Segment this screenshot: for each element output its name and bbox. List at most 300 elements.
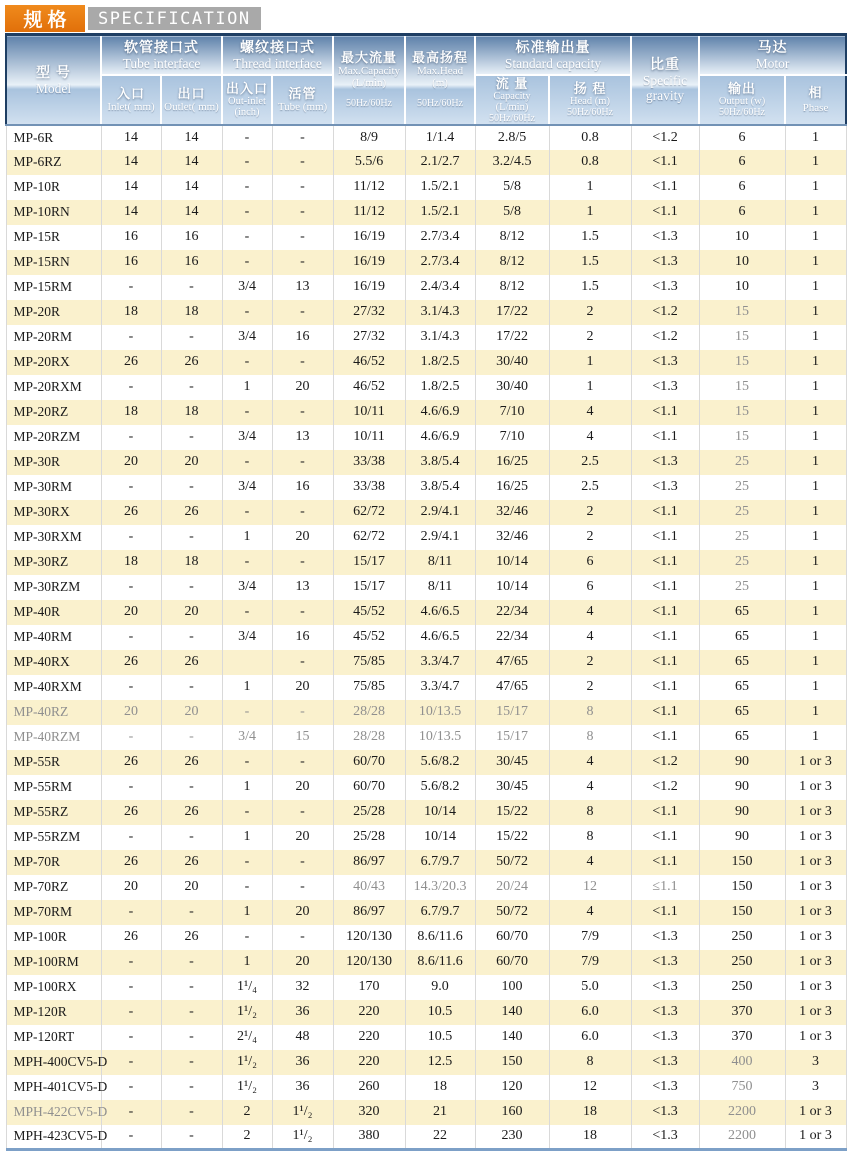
cell-specific-gravity: <1.1 xyxy=(631,675,699,700)
cell-inlet: 18 xyxy=(101,400,161,425)
cell-capacity: 22/34 xyxy=(475,600,549,625)
cell-capacity: 47/65 xyxy=(475,675,549,700)
cell-phase: 1 xyxy=(785,325,846,350)
cell-tube: - xyxy=(272,800,333,825)
cell-outlet: 18 xyxy=(161,300,222,325)
cell-model: MP-100R xyxy=(6,925,101,950)
cell-output: 250 xyxy=(699,975,785,1000)
cell-max-head: 14.3/20.3 xyxy=(405,875,475,900)
cell-outlet: 14 xyxy=(161,175,222,200)
cell-out-inlet: - xyxy=(222,225,272,250)
cell-head: 0.8 xyxy=(549,125,631,150)
cell-out-inlet: - xyxy=(222,125,272,150)
spacer xyxy=(334,89,404,98)
cell-max-capacity: 27/32 xyxy=(333,300,405,325)
cell-phase: 1 xyxy=(785,300,846,325)
phase-en: Phase xyxy=(802,102,829,114)
cell-max-head: 22 xyxy=(405,1125,475,1150)
cell-model: MP-40RM xyxy=(6,625,101,650)
out-inlet-unit: (inch) xyxy=(234,107,260,118)
cell-capacity: 15/17 xyxy=(475,725,549,750)
cell-capacity: 15/22 xyxy=(475,800,549,825)
cell-inlet: - xyxy=(101,525,161,550)
cell-outlet: 16 xyxy=(161,250,222,275)
cell-model: MP-40RZ xyxy=(6,700,101,725)
cell-max-head: 3.1/4.3 xyxy=(405,325,475,350)
cell-max-capacity: 320 xyxy=(333,1100,405,1125)
capacity-zh: 流 量 xyxy=(495,75,529,91)
cell-capacity: 30/40 xyxy=(475,375,549,400)
cell-tube: - xyxy=(272,600,333,625)
cell-max-head: 10.5 xyxy=(405,1000,475,1025)
cell-phase: 1 or 3 xyxy=(785,1000,846,1025)
cell-max-head: 8.6/11.6 xyxy=(405,925,475,950)
cell-output: 65 xyxy=(699,650,785,675)
cell-inlet: 20 xyxy=(101,600,161,625)
cell-model: MPH-401CV5-D xyxy=(6,1075,101,1100)
cell-outlet: - xyxy=(161,1000,222,1025)
cell-outlet: 26 xyxy=(161,500,222,525)
max-head-freq: 50Hz/60Hz xyxy=(416,98,464,110)
cell-specific-gravity: <1.1 xyxy=(631,150,699,175)
cell-model: MPH-400CV5-D xyxy=(6,1050,101,1075)
cell-max-capacity: 220 xyxy=(333,1025,405,1050)
cell-model: MP-20R xyxy=(6,300,101,325)
title-zh-badge: 规格 xyxy=(5,5,85,32)
cell-max-capacity: 120/130 xyxy=(333,925,405,950)
tube-interface-zh: 软管接口式 xyxy=(124,38,199,55)
cell-max-head: 5.6/8.2 xyxy=(405,775,475,800)
cell-inlet: 26 xyxy=(101,850,161,875)
cell-max-capacity: 28/28 xyxy=(333,725,405,750)
out-inlet-en: Out-inlet xyxy=(228,96,266,107)
cell-head: 6.0 xyxy=(549,1000,631,1025)
cell-capacity: 150 xyxy=(475,1050,549,1075)
cell-specific-gravity: <1.1 xyxy=(631,400,699,425)
cell-specific-gravity: <1.3 xyxy=(631,225,699,250)
cell-head: 2.5 xyxy=(549,450,631,475)
cell-out-inlet: 3/4 xyxy=(222,425,272,450)
cell-out-inlet: 2 xyxy=(222,1125,272,1150)
max-capacity-zh: 最大流量 xyxy=(341,50,398,66)
cell-head: 7/9 xyxy=(549,950,631,975)
cell-max-head: 5.6/8.2 xyxy=(405,750,475,775)
cell-capacity: 8/12 xyxy=(475,225,549,250)
cell-capacity: 10/14 xyxy=(475,575,549,600)
cell-specific-gravity: <1.1 xyxy=(631,200,699,225)
head-en: Head (m) xyxy=(570,96,610,107)
cell-phase: 1 xyxy=(785,150,846,175)
cell-inlet: 26 xyxy=(101,925,161,950)
cell-phase: 1 xyxy=(785,250,846,275)
cell-head: 4 xyxy=(549,900,631,925)
cell-outlet: 26 xyxy=(161,650,222,675)
cell-capacity: 230 xyxy=(475,1125,549,1150)
cell-inlet: 26 xyxy=(101,800,161,825)
cell-max-head: 10.5 xyxy=(405,1025,475,1050)
cell-capacity: 47/65 xyxy=(475,650,549,675)
table-row xyxy=(6,400,846,425)
cell-model: MP-30RM xyxy=(6,475,101,500)
cell-output: 2200 xyxy=(699,1100,785,1125)
cell-specific-gravity: <1.3 xyxy=(631,1025,699,1050)
cell-max-capacity: 25/28 xyxy=(333,800,405,825)
group-header-tube-interface xyxy=(101,35,222,75)
cell-out-inlet: - xyxy=(222,750,272,775)
head-zh: 扬 程 xyxy=(573,81,607,96)
cell-model: MP-20RM xyxy=(6,325,101,350)
table-row xyxy=(6,225,846,250)
cell-max-head: 2.9/4.1 xyxy=(405,525,475,550)
cell-tube: - xyxy=(272,300,333,325)
cell-outlet: 18 xyxy=(161,550,222,575)
max-head-unit: (m) xyxy=(432,77,448,90)
cell-phase: 1 xyxy=(785,375,846,400)
cell-max-capacity: 33/38 xyxy=(333,475,405,500)
cell-phase: 1 xyxy=(785,575,846,600)
cell-max-capacity: 27/32 xyxy=(333,325,405,350)
cell-tube: - xyxy=(272,550,333,575)
cell-max-head: 4.6/6.5 xyxy=(405,625,475,650)
table-row xyxy=(6,325,846,350)
cell-outlet: - xyxy=(161,625,222,650)
cell-specific-gravity: <1.2 xyxy=(631,125,699,150)
cell-tube: - xyxy=(272,850,333,875)
cell-max-head: 21 xyxy=(405,1100,475,1125)
cell-head: 1.5 xyxy=(549,275,631,300)
cell-outlet: - xyxy=(161,725,222,750)
cell-tube: - xyxy=(272,500,333,525)
cell-max-head: 1.5/2.1 xyxy=(405,200,475,225)
cell-head: 12 xyxy=(549,875,631,900)
cell-max-capacity: 10/11 xyxy=(333,425,405,450)
cell-specific-gravity: <1.3 xyxy=(631,925,699,950)
specific-gravity-en1: Specific xyxy=(642,73,688,89)
cell-max-capacity: 220 xyxy=(333,1000,405,1025)
cell-head: 1 xyxy=(549,350,631,375)
cell-inlet: - xyxy=(101,325,161,350)
cell-out-inlet: 1 xyxy=(222,375,272,400)
cell-specific-gravity: <1.3 xyxy=(631,1075,699,1100)
cell-inlet: 18 xyxy=(101,550,161,575)
cell-phase: 1 xyxy=(785,700,846,725)
cell-outlet: 18 xyxy=(161,400,222,425)
table-row xyxy=(6,1050,846,1075)
cell-output: 750 xyxy=(699,1075,785,1100)
cell-max-capacity: 11/12 xyxy=(333,175,405,200)
cell-model: MP-120R xyxy=(6,1000,101,1025)
cell-output: 15 xyxy=(699,325,785,350)
cell-max-capacity: 16/19 xyxy=(333,275,405,300)
col-header-model xyxy=(6,35,101,125)
cell-phase: 1 xyxy=(785,475,846,500)
cell-model: MP-6R xyxy=(6,125,101,150)
cell-tube: 13 xyxy=(272,575,333,600)
cell-specific-gravity: <1.2 xyxy=(631,750,699,775)
col-header-output xyxy=(699,75,785,125)
cell-tube: 20 xyxy=(272,375,333,400)
cell-tube: 36 xyxy=(272,1075,333,1100)
table-row xyxy=(6,1100,846,1125)
cell-output: 25 xyxy=(699,550,785,575)
cell-head: 8 xyxy=(549,825,631,850)
cell-max-head: 1.5/2.1 xyxy=(405,175,475,200)
cell-max-head: 8/11 xyxy=(405,550,475,575)
cell-phase: 1 xyxy=(785,425,846,450)
cell-tube: - xyxy=(272,650,333,675)
table-row xyxy=(6,950,846,975)
cell-model: MP-40R xyxy=(6,600,101,625)
table-row xyxy=(6,450,846,475)
cell-outlet: - xyxy=(161,575,222,600)
cell-capacity: 120 xyxy=(475,1075,549,1100)
cell-outlet: 14 xyxy=(161,200,222,225)
section-title xyxy=(0,0,850,33)
table-row xyxy=(6,175,846,200)
cell-capacity: 50/72 xyxy=(475,850,549,875)
cell-inlet: - xyxy=(101,1000,161,1025)
cell-model: MP-120RT xyxy=(6,1025,101,1050)
cell-specific-gravity: ≤1.1 xyxy=(631,875,699,900)
cell-head: 18 xyxy=(549,1125,631,1150)
cell-phase: 1 or 3 xyxy=(785,1100,846,1125)
model-zh: 型 号 xyxy=(36,63,71,80)
cell-out-inlet: - xyxy=(222,875,272,900)
table-row xyxy=(6,625,846,650)
cell-specific-gravity: <1.3 xyxy=(631,1125,699,1150)
cell-head: 2 xyxy=(549,675,631,700)
cell-max-capacity: 75/85 xyxy=(333,650,405,675)
cell-model: MP-30RZM xyxy=(6,575,101,600)
cell-capacity: 10/14 xyxy=(475,550,549,575)
cell-max-head: 4.6/6.9 xyxy=(405,425,475,450)
cell-max-head: 3.8/5.4 xyxy=(405,475,475,500)
table-row xyxy=(6,650,846,675)
cell-inlet: 14 xyxy=(101,175,161,200)
cell-tube: 16 xyxy=(272,325,333,350)
cell-outlet: - xyxy=(161,1050,222,1075)
cell-phase: 1 xyxy=(785,650,846,675)
cell-inlet: - xyxy=(101,725,161,750)
cell-capacity: 30/45 xyxy=(475,750,549,775)
col-header-max-capacity xyxy=(333,35,405,125)
cell-max-head: 3.1/4.3 xyxy=(405,300,475,325)
standard-capacity-en: Standard capacity xyxy=(504,55,602,71)
table-row xyxy=(6,850,846,875)
cell-inlet: 16 xyxy=(101,250,161,275)
cell-tube: - xyxy=(272,875,333,900)
outlet-zh: 出口 xyxy=(177,86,206,101)
cell-output: 65 xyxy=(699,675,785,700)
cell-tube: - xyxy=(272,700,333,725)
cell-outlet: 14 xyxy=(161,150,222,175)
cell-inlet: - xyxy=(101,625,161,650)
cell-phase: 1 xyxy=(785,400,846,425)
cell-phase: 1 xyxy=(785,350,846,375)
cell-phase: 1 xyxy=(785,275,846,300)
cell-model: MP-40RXM xyxy=(6,675,101,700)
cell-capacity: 160 xyxy=(475,1100,549,1125)
cell-inlet: 14 xyxy=(101,125,161,150)
cell-out-inlet: - xyxy=(222,250,272,275)
cell-inlet: - xyxy=(101,375,161,400)
cell-model: MP-70RZ xyxy=(6,875,101,900)
cell-output: 90 xyxy=(699,800,785,825)
cell-inlet: 16 xyxy=(101,225,161,250)
cell-tube: - xyxy=(272,925,333,950)
cell-head: 2 xyxy=(549,525,631,550)
group-header-standard-capacity xyxy=(475,35,631,75)
cell-out-inlet: - xyxy=(222,700,272,725)
output-freq: 50Hz/60Hz xyxy=(718,107,766,118)
col-header-outlet xyxy=(161,75,222,125)
cell-max-capacity: 16/19 xyxy=(333,225,405,250)
table-row xyxy=(6,825,846,850)
max-head-zh: 最高扬程 xyxy=(412,50,469,66)
cell-max-capacity: 40/43 xyxy=(333,875,405,900)
cell-max-capacity: 60/70 xyxy=(333,750,405,775)
cell-inlet: 26 xyxy=(101,750,161,775)
cell-max-head: 1/1.4 xyxy=(405,125,475,150)
cell-phase: 1 xyxy=(785,200,846,225)
cell-tube: 48 xyxy=(272,1025,333,1050)
table-row xyxy=(6,200,846,225)
cell-capacity: 60/70 xyxy=(475,950,549,975)
table-row xyxy=(6,375,846,400)
table-row xyxy=(6,725,846,750)
cell-head: 4 xyxy=(549,850,631,875)
cell-phase: 1 or 3 xyxy=(785,950,846,975)
cell-specific-gravity: <1.3 xyxy=(631,975,699,1000)
cell-phase: 1 or 3 xyxy=(785,825,846,850)
cell-tube: - xyxy=(272,750,333,775)
cell-out-inlet: - xyxy=(222,400,272,425)
cell-phase: 1 xyxy=(785,525,846,550)
cell-specific-gravity: <1.1 xyxy=(631,625,699,650)
cell-head: 4 xyxy=(549,625,631,650)
cell-specific-gravity: <1.2 xyxy=(631,300,699,325)
col-header-phase xyxy=(785,75,846,125)
cell-max-head: 3.3/4.7 xyxy=(405,650,475,675)
cell-phase: 1 or 3 xyxy=(785,1025,846,1050)
cell-model: MP-55R xyxy=(6,750,101,775)
cell-specific-gravity: <1.3 xyxy=(631,450,699,475)
cell-out-inlet: 1¹/₂ xyxy=(222,1075,272,1100)
cell-model: MP-55RZ xyxy=(6,800,101,825)
cell-head: 1 xyxy=(549,375,631,400)
cell-outlet: 16 xyxy=(161,225,222,250)
table-row xyxy=(6,1025,846,1050)
cell-tube: 32 xyxy=(272,975,333,1000)
head-freq: 50Hz/60Hz xyxy=(566,107,614,118)
thread-interface-zh: 螺纹接口式 xyxy=(240,38,316,55)
cell-max-capacity: 45/52 xyxy=(333,600,405,625)
cell-tube: 20 xyxy=(272,900,333,925)
table-row xyxy=(6,1075,846,1100)
cell-output: 90 xyxy=(699,775,785,800)
cell-model: MP-15R xyxy=(6,225,101,250)
table-body xyxy=(6,125,846,1150)
col-header-specific-gravity xyxy=(631,35,699,125)
cell-head: 1 xyxy=(549,175,631,200)
cell-max-capacity: 380 xyxy=(333,1125,405,1150)
cell-out-inlet: - xyxy=(222,500,272,525)
cell-out-inlet: 1 xyxy=(222,825,272,850)
cell-phase: 3 xyxy=(785,1075,846,1100)
cell-inlet: 20 xyxy=(101,875,161,900)
cell-output: 15 xyxy=(699,300,785,325)
cell-inlet: - xyxy=(101,275,161,300)
cell-out-inlet: - xyxy=(222,850,272,875)
cell-specific-gravity: <1.1 xyxy=(631,600,699,625)
cell-max-head: 6.7/9.7 xyxy=(405,900,475,925)
cell-max-head: 3.3/4.7 xyxy=(405,675,475,700)
cell-outlet: 14 xyxy=(161,125,222,150)
cell-output: 6 xyxy=(699,200,785,225)
cell-max-capacity: 62/72 xyxy=(333,500,405,525)
cell-specific-gravity: <1.1 xyxy=(631,425,699,450)
cell-specific-gravity: <1.1 xyxy=(631,550,699,575)
cell-output: 400 xyxy=(699,1050,785,1075)
cell-max-capacity: 60/70 xyxy=(333,775,405,800)
cell-out-inlet: - xyxy=(222,600,272,625)
cell-outlet: 26 xyxy=(161,350,222,375)
cell-out-inlet: 3/4 xyxy=(222,475,272,500)
cell-max-head: 10/13.5 xyxy=(405,700,475,725)
cell-phase: 1 or 3 xyxy=(785,800,846,825)
cell-outlet: - xyxy=(161,275,222,300)
cell-outlet: - xyxy=(161,825,222,850)
cell-head: 2 xyxy=(549,650,631,675)
cell-output: 10 xyxy=(699,225,785,250)
cell-max-capacity: 62/72 xyxy=(333,525,405,550)
cell-max-head: 2.1/2.7 xyxy=(405,150,475,175)
cell-outlet: - xyxy=(161,375,222,400)
cell-model: MP-20RZ xyxy=(6,400,101,425)
cell-outlet: - xyxy=(161,475,222,500)
thread-interface-en: Thread interface xyxy=(233,55,322,71)
cell-phase: 1 or 3 xyxy=(785,975,846,1000)
cell-output: 65 xyxy=(699,625,785,650)
cell-capacity: 32/46 xyxy=(475,525,549,550)
cell-outlet: - xyxy=(161,525,222,550)
cell-head: 6.0 xyxy=(549,1025,631,1050)
cell-out-inlet: 1 xyxy=(222,950,272,975)
cell-output: 150 xyxy=(699,900,785,925)
cell-out-inlet: 2¹/₄ xyxy=(222,1025,272,1050)
cell-specific-gravity: <1.3 xyxy=(631,250,699,275)
cell-model: MP-40RX xyxy=(6,650,101,675)
phase-zh: 相 xyxy=(808,85,823,100)
cell-model: MP-55RZM xyxy=(6,825,101,850)
cell-max-head: 8/11 xyxy=(405,575,475,600)
cell-inlet: - xyxy=(101,825,161,850)
cell-out-inlet: - xyxy=(222,175,272,200)
cell-capacity: 3.2/4.5 xyxy=(475,150,549,175)
cell-specific-gravity: <1.2 xyxy=(631,325,699,350)
cell-outlet: - xyxy=(161,975,222,1000)
cell-model: MP-100RM xyxy=(6,950,101,975)
col-header-out-inlet xyxy=(222,75,272,125)
cell-outlet: 20 xyxy=(161,875,222,900)
cell-max-head: 2.7/3.4 xyxy=(405,250,475,275)
cell-capacity: 15/22 xyxy=(475,825,549,850)
title-en-badge: SPECIFICATION xyxy=(88,7,261,30)
cell-specific-gravity: <1.3 xyxy=(631,950,699,975)
cell-output: 250 xyxy=(699,950,785,975)
cell-head: 2 xyxy=(549,300,631,325)
cell-specific-gravity: <1.1 xyxy=(631,700,699,725)
